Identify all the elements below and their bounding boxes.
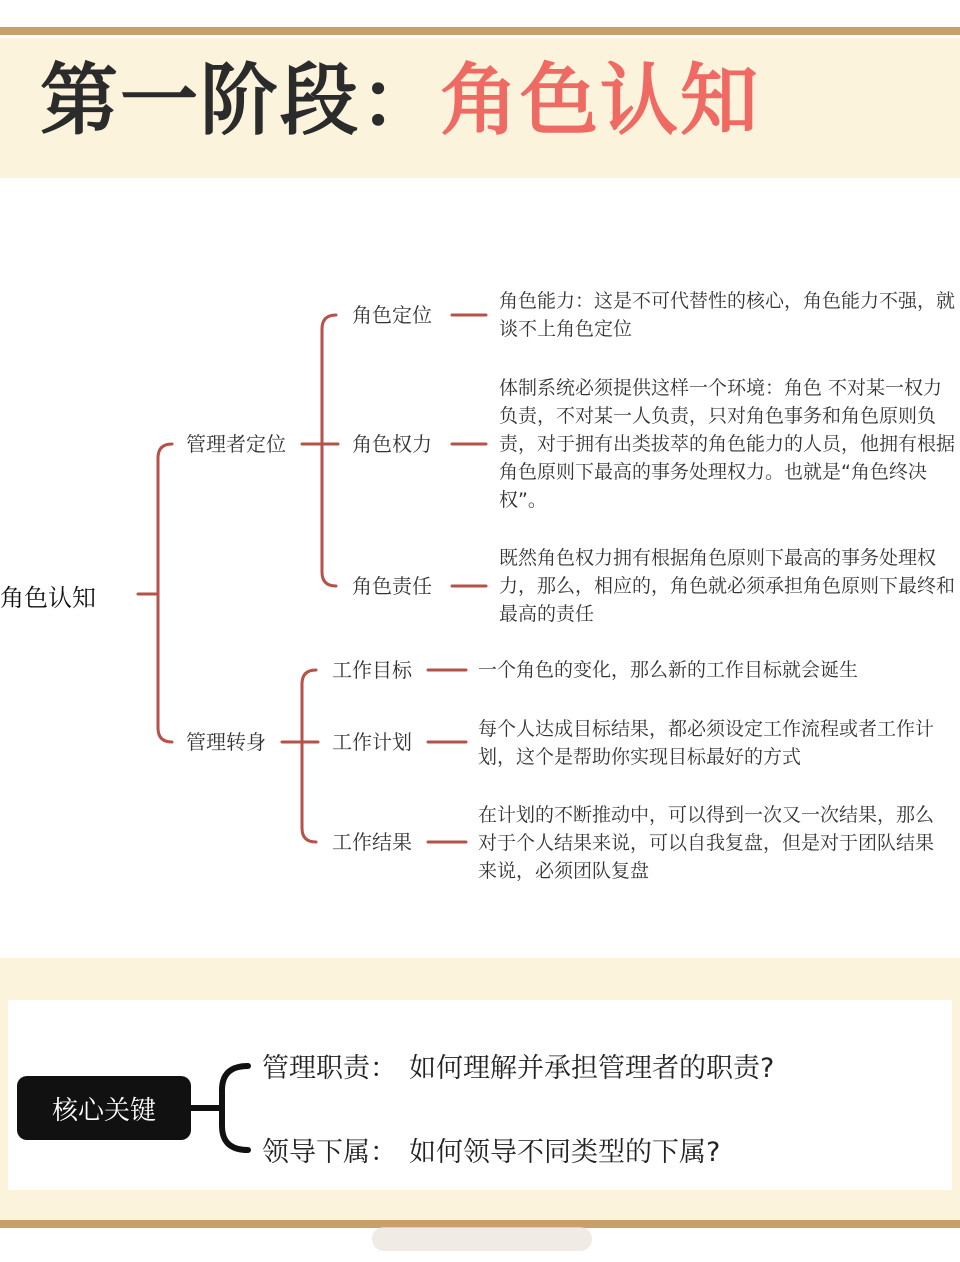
desc-work-result: 在计划的不断推动中，可以得到一次又一次结果，那么对于个人结果来说，可以自我复盘，但是对于团队结果来说，必须团队复盘 [478, 804, 935, 882]
core-key-label: 核心关键 [51, 1095, 156, 1126]
key-item-label: 管理职责： [262, 1053, 397, 1084]
node-role-responsibility: 角色责任 [352, 574, 432, 598]
desc-work-goal: 一个角色的变化，那么新的工作目标就会诞生 [478, 659, 859, 681]
title-prefix: 第一阶段： [40, 56, 441, 146]
key-item-text: 如何理解并承担管理者的职责? [409, 1053, 775, 1084]
title-highlight: 角色认知 [440, 56, 761, 146]
node-work-result: 工作结果 [332, 830, 412, 854]
key-item-management-duty [262, 1046, 774, 1085]
key-item-text: 如何领导不同类型的下属? [409, 1137, 721, 1168]
desc-work-plan: 每个人达成目标结果，都必须设定工作流程或者工作计划，这个是帮助你实现目标最好的方式 [478, 718, 935, 768]
watermark [372, 1227, 592, 1251]
mindmap-root: 角色认知 [0, 584, 96, 612]
node-role-position: 角色定位 [352, 303, 432, 327]
branch-label-manager-position: 管理者定位 [186, 432, 286, 456]
node-role-power: 角色权力 [352, 432, 432, 456]
key-item-lead-subordinates [262, 1130, 720, 1169]
key-item-label: 领导下属： [262, 1137, 397, 1168]
branch-label-management-transition: 管理转身 [186, 730, 266, 754]
node-work-goal: 工作目标 [332, 658, 412, 682]
core-key-box [17, 1076, 191, 1140]
desc-role-position: 角色能力：这是不可代替性的核心，角色能力不强，就谈不上角色定位 [499, 290, 956, 340]
desc-role-power: 体制系统必须提供这样一个环境：角色 不对某一权力负责，不对某一人负责，只对角色事务和角色原则负责，对于拥有出类拔萃的角色能力的人员，他拥有根据角色原则下最高的事务处理权力。也就是“角色终决权”。 [499, 377, 956, 511]
desc-role-responsibility: 既然角色权力拥有根据角色原则下最高的事务处理权力，那么，相应的，角色就必须承担角色原则下最终和最高的责任 [499, 547, 956, 625]
node-work-plan: 工作计划 [332, 730, 412, 754]
